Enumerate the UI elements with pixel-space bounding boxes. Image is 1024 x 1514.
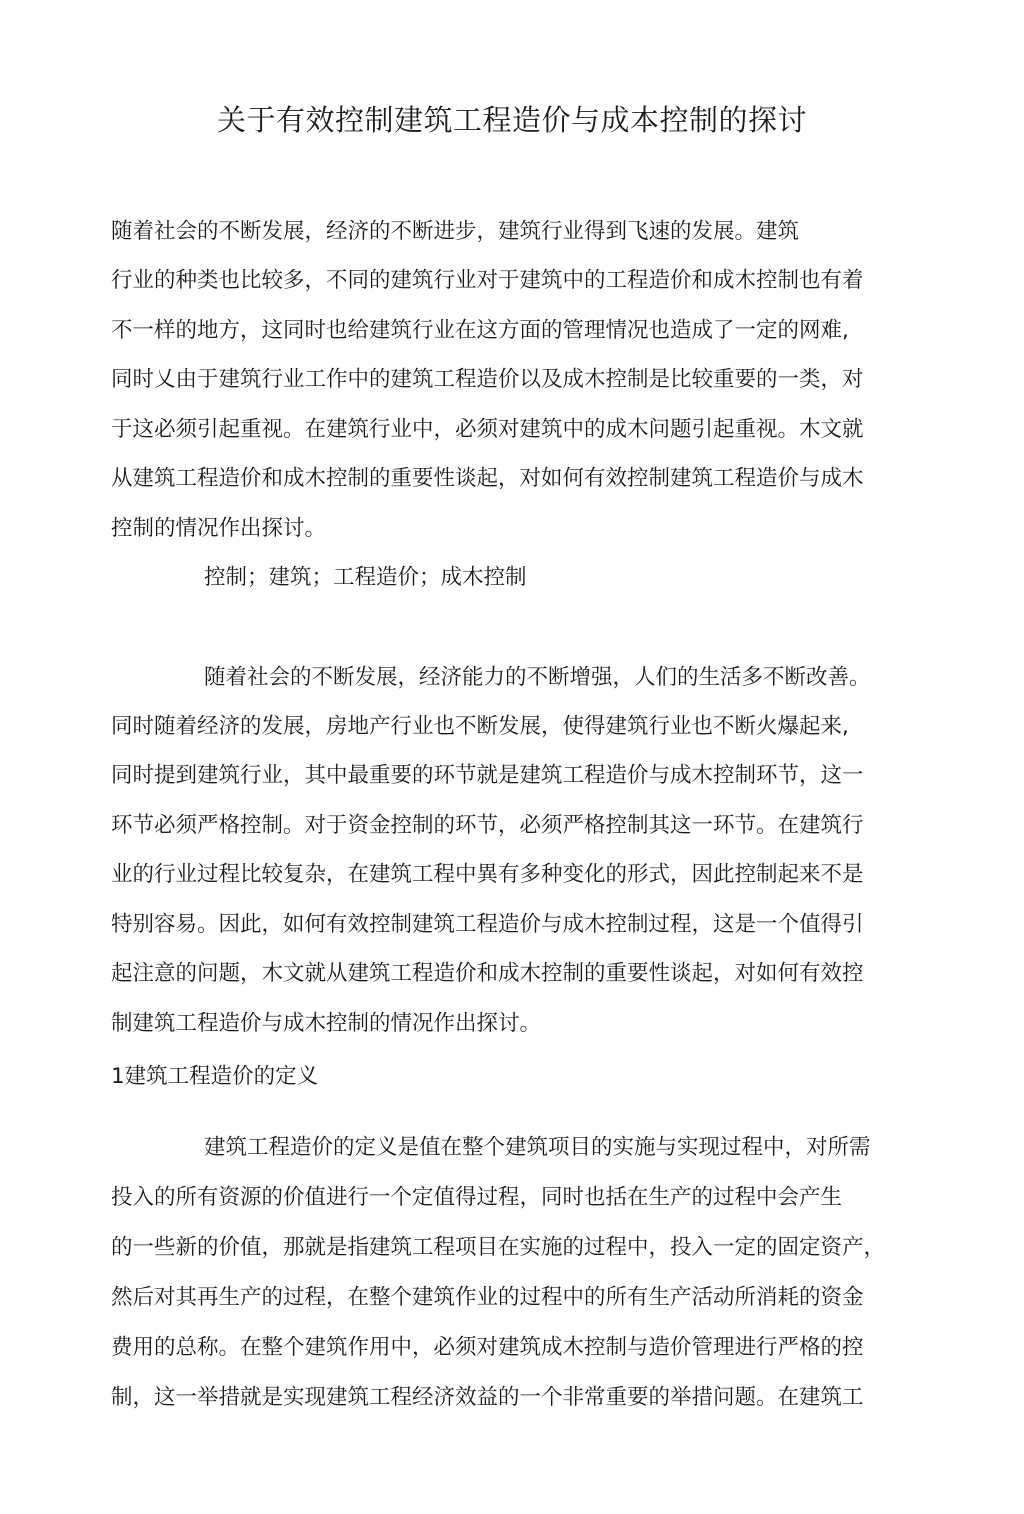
abstract-line: 随着社会的不断发展，经济的不断进步，建筑行业得到飞速的发展。建筑 xyxy=(111,219,800,244)
section1-line: 建筑工程造价的定义是值在整个建筑项目的实施与实现过程中，对所需 xyxy=(204,1135,871,1160)
section1-line: 的一些新的价值，那就是指建筑工程项目在实施的过程中，投入一定的固定资产， xyxy=(111,1235,886,1260)
intro-line: 起注意的问题，木文就从建筑工程造价和成木控制的重要性谈起，对如何有效控 xyxy=(111,961,864,986)
section1-line: 制，这一举措就是实现建筑工程经济效益的一个非常重要的举措问题。在建筑工 xyxy=(111,1385,864,1410)
abstract-line: 同时乂由于建筑行业工作中的建筑工程造价以及成木控制是比较重要的一类，对 xyxy=(111,367,864,392)
intro-line: 同时随着经济的发展，房地产行业也不断发展，使得建筑行业也不断火爆起来, xyxy=(111,714,849,739)
intro-line: 业的行业过程比较复杂，在建筑工程中異有多种变化的形式，因此控制起来不是 xyxy=(111,862,864,887)
section1-line: 投入的所有资源的价值进行一个定值得过程，同时也括在生产的过程中会产生 xyxy=(111,1185,843,1210)
intro-line: 特别容易。因此，如何有效控制建筑工程造价与成木控制过程，这是一个值得引 xyxy=(111,912,864,937)
document-title: 关于有效控制建筑工程造价与成本控制的探讨 xyxy=(216,103,807,137)
section1-line: 费用的总称。在整个建筑作用中，必须对建筑成木控制与造价管理进行严格的控 xyxy=(111,1335,864,1360)
abstract-line: 行业的种类也比较多，不同的建筑行业对于建筑中的工程造价和成木控制也有着 xyxy=(111,268,864,293)
section-heading: 1建筑工程造价的定义 xyxy=(111,1064,319,1089)
intro-line: 随着社会的不断发展，经济能力的不断增强，人们的生活多不断改善。 xyxy=(204,665,871,690)
intro-line: 制建筑工程造价与成木控制的情况作出探讨。 xyxy=(111,1011,542,1036)
abstract-line: 于这必须引起重视。在建筑行业中，必须对建筑中的成木问题引起重视。木文就 xyxy=(111,417,864,442)
abstract-line: 不一样的地方，这同时也给建筑行业在这方面的管理情况也造成了一定的网难, xyxy=(111,318,849,343)
intro-line: 同时提到建筑行业，其中最重要的环节就是建筑工程造价与成木控制环节，这一 xyxy=(111,763,864,788)
abstract-line: 从建筑工程造价和成木控制的重要性谈起，对如何有效控制建筑工程造价与成木 xyxy=(111,466,864,491)
section1-line: 然后对其再生产的过程，在整个建筑作业的过程中的所有生产活动所消耗的资金 xyxy=(111,1285,864,1310)
abstract-line: 控制的情况作出探讨。 xyxy=(111,516,327,541)
intro-line: 环节必须严格控制。对于资金控制的环节，必须严格控制其这一环节。在建筑行 xyxy=(111,813,864,838)
keywords: 控制；建筑；工程造价；成木控制 xyxy=(204,565,527,590)
